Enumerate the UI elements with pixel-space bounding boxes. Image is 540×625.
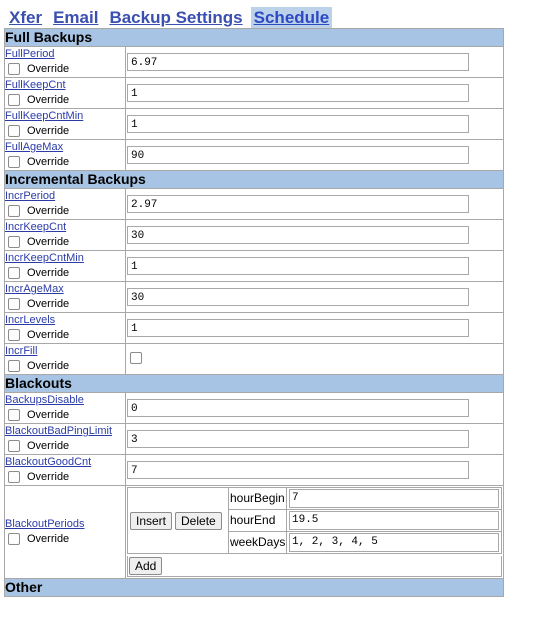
blackout-period-entry [127,487,502,554]
override-label: Override [27,298,70,310]
label-full-keep-cnt-min[interactable]: FullKeepCntMin [5,110,84,122]
table-row [5,189,504,220]
input-incr-age-max[interactable]: 30 [127,288,469,306]
override-label: Override [27,329,70,341]
input-full-keep-cnt[interactable]: 1 [127,84,469,102]
label-full-age-max[interactable]: FullAgeMax [5,141,64,153]
input-full-keep-cnt-min[interactable]: 1 [127,115,469,133]
label-incr-levels[interactable]: IncrLevels [5,314,56,326]
table-row [5,140,504,171]
table-row [5,486,504,579]
table-row [5,220,504,251]
section-other: Other [5,579,504,597]
label-incr-age-max[interactable]: IncrAgeMax [5,283,64,295]
input-incr-keep-cnt[interactable]: 30 [127,226,469,244]
override-checkbox[interactable] [8,409,20,421]
override-label: Override [27,440,70,452]
override-label: Override [27,94,70,106]
input-full-age-max[interactable]: 90 [127,146,469,164]
table-row [5,424,504,455]
label-incr-fill[interactable]: IncrFill [5,345,38,357]
table-row [5,282,504,313]
delete-button[interactable]: Delete [175,512,222,530]
table-row [5,455,504,486]
incr-fill-checkbox[interactable] [130,352,142,364]
hour-end-input[interactable]: 19.5 [289,511,499,530]
table-row [5,313,504,344]
table-row [5,393,504,424]
label-incr-period[interactable]: IncrPeriod [5,190,56,202]
section-incremental-backups: Incremental Backups [5,171,504,189]
table-row [5,251,504,282]
override-checkbox[interactable] [8,298,20,310]
tab-backup-settings[interactable]: Backup Settings [109,8,243,27]
input-incr-period[interactable]: 2.97 [127,195,469,213]
override-checkbox[interactable] [8,94,20,106]
input-incr-levels[interactable]: 1 [127,319,469,337]
override-checkbox[interactable] [8,329,20,341]
input-incr-keep-cnt-min[interactable]: 1 [127,257,469,275]
tab-xfer[interactable]: Xfer [9,8,43,27]
hour-begin-input[interactable]: 7 [289,489,499,508]
override-label: Override [27,205,70,217]
table-row [5,109,504,140]
input-backups-disable[interactable]: 0 [127,399,469,417]
label-full-period[interactable]: FullPeriod [5,48,55,60]
override-label: Override [27,471,70,483]
week-days-label: weekDays [229,532,287,553]
override-checkbox[interactable] [8,267,20,279]
override-checkbox[interactable] [8,156,20,168]
override-label: Override [27,267,70,279]
override-label: Override [27,533,70,545]
override-checkbox[interactable] [8,63,20,75]
override-label: Override [27,409,70,421]
label-backups-disable[interactable]: BackupsDisable [5,394,84,406]
hour-end-label: hourEnd [229,510,287,531]
label-full-keep-cnt[interactable]: FullKeepCnt [5,79,66,91]
label-blackout-bad-ping-limit[interactable]: BlackoutBadPingLimit [5,425,113,437]
tab-schedule[interactable]: Schedule [251,7,333,29]
input-blackout-bad-ping-limit[interactable]: 3 [127,430,469,448]
label-incr-keep-cnt-min[interactable]: IncrKeepCntMin [5,252,84,264]
override-checkbox[interactable] [8,125,20,137]
label-blackout-good-cnt[interactable]: BlackoutGoodCnt [5,456,92,468]
label-incr-keep-cnt[interactable]: IncrKeepCnt [5,221,67,233]
override-checkbox[interactable] [8,360,20,372]
label-blackout-periods[interactable]: BlackoutPeriods [5,518,85,530]
add-button[interactable]: Add [129,557,162,575]
section-full-backups: Full Backups [5,29,504,47]
override-checkbox[interactable] [8,236,20,248]
week-days-input[interactable]: 1, 2, 3, 4, 5 [289,533,499,552]
tab-email[interactable]: Email [53,8,99,27]
input-full-period[interactable]: 6.97 [127,53,469,71]
table-row [5,344,504,375]
override-checkbox[interactable] [8,533,20,545]
table-row [5,78,504,109]
override-label: Override [27,236,70,248]
override-checkbox[interactable] [8,471,20,483]
override-label: Override [27,156,70,168]
override-label: Override [27,125,70,137]
tab-bar [6,5,337,29]
override-checkbox[interactable] [8,440,20,452]
schedule-table [4,28,504,597]
insert-button[interactable]: Insert [130,512,172,530]
section-blackouts: Blackouts [5,375,504,393]
override-label: Override [27,360,70,372]
hour-begin-label: hourBegin [229,488,287,509]
table-row [5,47,504,78]
override-checkbox[interactable] [8,205,20,217]
input-blackout-good-cnt[interactable]: 7 [127,461,469,479]
override-label: Override [27,63,70,75]
